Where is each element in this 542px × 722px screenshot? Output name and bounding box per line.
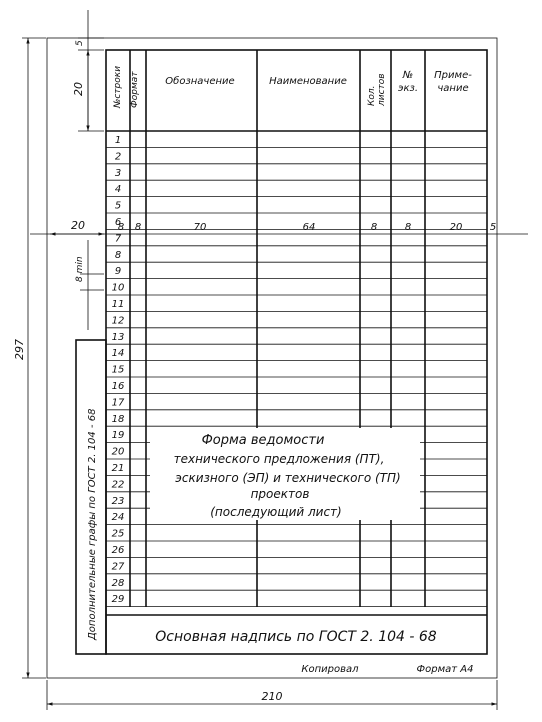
col-header-designation: Обозначение xyxy=(165,76,235,87)
row-number: 6 xyxy=(114,217,122,228)
center-line-3: эскизного (ЭП) и технического (ТП) xyxy=(175,471,401,485)
row-number: 22 xyxy=(111,479,125,491)
row-number: 28 xyxy=(111,577,125,589)
dim-col-7: 20 xyxy=(449,222,463,233)
row-number: 11 xyxy=(111,299,125,310)
row-number: 18 xyxy=(111,413,125,425)
inner-frame xyxy=(106,50,487,654)
dim-col-4: 64 xyxy=(302,222,316,233)
row-number: 23 xyxy=(111,495,125,507)
dim-sheet-height: 297 xyxy=(13,339,26,360)
dim-row-height: 8 min xyxy=(75,256,85,282)
col-header-sheets: Кол.листов xyxy=(367,73,387,106)
row-number: 16 xyxy=(111,381,125,392)
row-number: 26 xyxy=(111,545,125,556)
top-dimensions xyxy=(72,10,104,131)
row-number: 27 xyxy=(111,561,125,573)
row-number: 14 xyxy=(111,348,125,360)
col-header-notes: Приме-чание xyxy=(434,70,472,94)
title-block-text: Основная надпись по ГОСТ 2. 104 - 68 xyxy=(155,629,437,645)
dim-col-6: 8 xyxy=(404,222,412,233)
center-description xyxy=(150,428,420,520)
row-number: 13 xyxy=(111,331,125,343)
row-number: 12 xyxy=(111,315,125,327)
row-number: 1 xyxy=(114,135,122,146)
width-dimension-line xyxy=(30,219,528,234)
dim-col-1: 8 xyxy=(117,222,125,233)
dim-left-margin: 20 xyxy=(71,219,85,232)
table-columns xyxy=(130,50,425,607)
table-rows xyxy=(106,131,487,607)
center-line-1: Форма ведомости xyxy=(201,433,325,448)
dim-right-margin: 5 xyxy=(489,222,497,233)
row-number: 15 xyxy=(111,364,125,376)
dim-header-height: 20 xyxy=(72,82,85,96)
footer-format: Формат А4 xyxy=(416,664,474,675)
dim-col-2: 8 xyxy=(134,222,142,233)
row-number: 4 xyxy=(114,184,122,196)
dim-col-5: 8 xyxy=(370,222,378,233)
row-number: 5 xyxy=(114,200,122,212)
center-line-4: проектов xyxy=(250,487,310,501)
row-number: 17 xyxy=(111,397,125,409)
col-header-format: Формат xyxy=(130,71,140,108)
row-number: 20 xyxy=(111,446,125,458)
center-line-2: технического предложения (ПТ), xyxy=(173,452,385,466)
row-number: 3 xyxy=(114,167,122,179)
row-number: 8 xyxy=(114,249,122,261)
row-number: 25 xyxy=(111,528,125,540)
row-number: 9 xyxy=(114,266,122,278)
row-number: 21 xyxy=(111,463,125,474)
row-number: 29 xyxy=(111,594,125,606)
row-number: 24 xyxy=(111,512,125,524)
side-additional-fields xyxy=(76,340,106,654)
dim-sheet-width: 210 xyxy=(261,690,283,703)
col-header-name: Наименование xyxy=(269,76,347,87)
dim-top-margin: 5 xyxy=(75,40,85,46)
row-number: 7 xyxy=(114,233,122,245)
height-dimension xyxy=(13,38,46,678)
dim-col-3: 70 xyxy=(193,222,207,233)
footer xyxy=(301,664,473,675)
row-number: 19 xyxy=(111,430,125,442)
row-height-dimension xyxy=(75,240,104,330)
row-number: 10 xyxy=(111,282,125,294)
row-number: 2 xyxy=(114,151,122,163)
col-header-row-no: №строки xyxy=(113,65,123,108)
side-label: Дополнительные графы по ГОСТ 2. 104 - 68 xyxy=(87,408,98,640)
title-block xyxy=(106,615,487,645)
col-header-copy-no: № экз. xyxy=(397,70,419,94)
row-number-labels xyxy=(112,135,125,605)
width-dimension xyxy=(47,680,497,710)
center-line-5: (последующий лист) xyxy=(210,505,342,519)
column-headers xyxy=(113,66,472,109)
footer-copied: Копировал xyxy=(301,664,359,675)
